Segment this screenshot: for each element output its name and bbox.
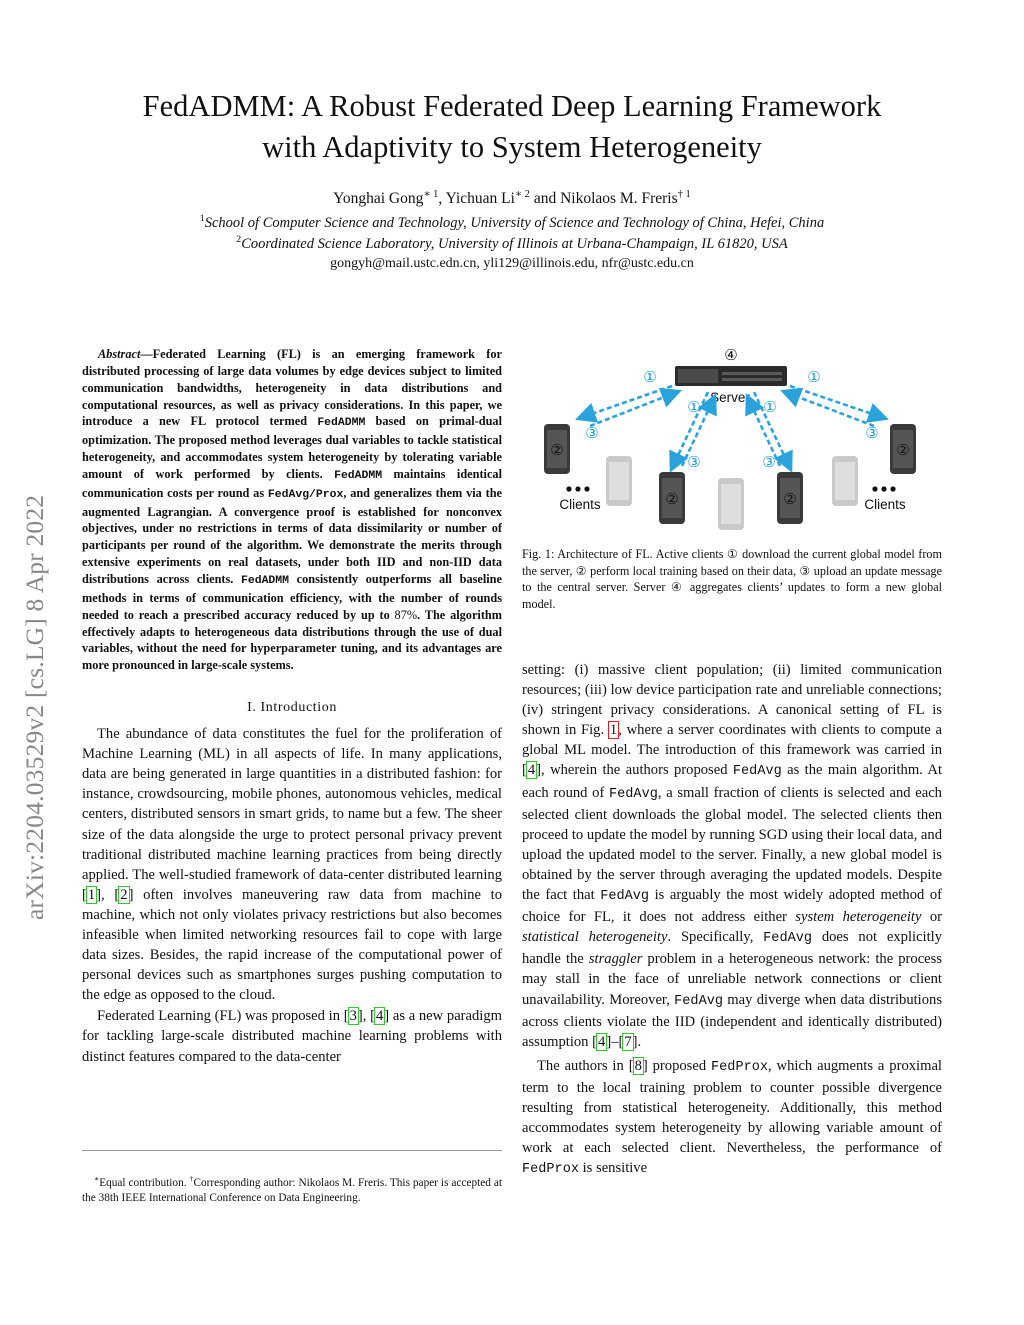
intro-paragraph-1: The abundance of data constitutes the fuel for the proliferation of Machine Learning (ML) in all aspects of life. In many applications, data are being generated in large quantities in a distributed fashion: for instance, crowdsourcing, mobile phones, autonomous vehicles, medical centers, distributed sensors in smart grids, to name but a few. The sheer size of the data alongside the urge to protect personal privacy prevent traditional distributed machine learning practices from being directly applied. The well-studied framework of data-center distributed learning [1], [2] often involves maneuvering raw data from machine to machine, which not only violates privacy restrictions but also becomes infeasible when limited networking resources fail to cope with large data sizes. Besides, the rapid increase of the computational power of personal devices such as smartphones surges pushing computation to the edge as opposed to the cloud. — [82, 726, 502, 1004]
range-dash: – — [611, 1033, 619, 1050]
code-fedavg-prox: FedAvg/Prox — [267, 487, 344, 501]
figure-link[interactable]: 1 — [609, 722, 618, 739]
italic-term: system heterogeneity — [795, 909, 922, 926]
step-1-label: ① — [763, 398, 777, 416]
clients-label-right: Clients — [864, 497, 906, 512]
author-2-mark: ∗ 2 — [514, 189, 530, 200]
citation-link[interactable]: 4 — [598, 1033, 606, 1050]
citation-link[interactable]: 7 — [624, 1033, 632, 1050]
paragraph-text: , a small fraction of clients is selected and each selected client downloads the global model. The selected clients then proceed to update the model by running SGD using their local data, and upload the updated model to the server. Finally, a new global model is obtained by the server through averaging the updated models. Despite the fact that — [522, 784, 942, 904]
step-1-label: ① — [687, 398, 701, 416]
italic-term: statistical heterogeneity — [522, 929, 668, 946]
footnote-mark: † — [189, 1174, 194, 1183]
abstract-text: . The algorithm effectively adapts to heterogeneous data distributions through the use of dual variables, without the need for hyperparameter tuning, and its advantages are more pronounced in large-scale systems. — [82, 607, 502, 673]
code-fedavg: FedAvg — [609, 786, 658, 802]
abstract-percent: 87% — [394, 607, 418, 622]
paragraph-text: proposed — [647, 1057, 712, 1074]
figure-svg — [522, 340, 942, 535]
citation-link[interactable]: 4 — [375, 1008, 384, 1025]
paragraph-text: is arguably the most widely adopted method of choice for FL, it does not address either — [522, 887, 942, 926]
step-2-label: ② — [550, 441, 564, 459]
step-1-label: ① — [807, 368, 821, 386]
footnote-text: Corresponding author: Nikolaos M. Freris. This paper is accepted at the 38th IEEE International Conference on Data Engineering. — [82, 1176, 502, 1204]
paragraph-text: , — [362, 1008, 371, 1025]
author-3-mark: † 1 — [677, 189, 691, 200]
paragraph-text: often involves maneuvering raw data from machine to machine, which not only violates privacy restrictions but also becomes infeasible when limited networking resources fail to cope with large data sizes. Besides, the rapid increase of the computational power of personal devices such as smartphones surges pushing computation to the edge as opposed to the cloud. — [82, 886, 502, 1004]
title-line-2: with Adaptivity to System Heterogeneity — [262, 130, 762, 164]
affiliation-1 — [0, 213, 1024, 232]
footnote-mark: ∗ — [94, 1174, 100, 1183]
step-3-label: ③ — [585, 424, 599, 442]
step-2-label: ② — [665, 490, 679, 508]
step-4-label: ④ — [724, 346, 738, 364]
section-heading: I. Introduction — [247, 700, 337, 716]
affil-1-text: School of Computer Science and Technology, University of Science and Technology of China, Hefei, China — [204, 214, 825, 231]
abstract-dash: — — [140, 347, 153, 361]
author-list: Yonghai Gong$^{∗ 1}$, Yichuan $Li^{∗ 2}$ and Nikolaos M. Freris$^{\dagger 1}$ — [333, 189, 691, 208]
code-fedadmm: FedADMM — [241, 573, 289, 587]
code-fedadmm: FedADMM — [317, 416, 366, 430]
author-2: Yichuan Li — [445, 190, 515, 208]
paragraph-text: may diverge when data distributions across clients violate the IID (independent and identically distributed) assumption — [522, 991, 942, 1050]
affil-2-mark: 2 — [236, 234, 242, 245]
step-3-label: ③ — [762, 453, 776, 471]
paragraph-text: , wherein the authors proposed — [541, 762, 733, 779]
code-fedavg: FedAvg — [674, 993, 723, 1009]
abstract-text: consistently outperforms all baseline methods in terms of communication efficiency, with the number of rounds needed to reach a prescribed accuracy reduced by up to — [82, 571, 502, 622]
code-fedavg: FedAvg — [600, 889, 650, 905]
server-icon — [675, 366, 787, 386]
title-line-1: FedADMM: A Robust Federated Deep Learning Framework — [142, 89, 882, 123]
phone-idle-icon — [606, 456, 632, 506]
abstract — [82, 346, 502, 674]
abstract-text: , and generalizes them via the augmented Lagrangian. A convergence proof is established for nonconvex objectives, under no restrictions in terms of data dissimilarity or number of participants per round of the algorithm. We demonstrate the merits through extensive experiments on real datasets, under both IID and non-IID data distributions across clients. — [82, 485, 502, 586]
footnote-text: Equal contribution. — [99, 1176, 190, 1189]
code-fedavg: FedAvg — [732, 764, 782, 780]
affiliation-2 — [0, 234, 1024, 253]
abstract-text: maintains identical communication costs per round as — [82, 466, 502, 500]
phone-idle-icon — [832, 456, 858, 506]
step-2-label: ② — [896, 441, 910, 459]
citation-link[interactable]: 8 — [634, 1057, 642, 1074]
italic-term: straggler — [588, 951, 643, 968]
paragraph-text: problem in a heterogeneous network: the process may stall in the face of unreliable network connections or client unavailability. Moreover, — [522, 951, 943, 1008]
citation-link[interactable]: 3 — [349, 1008, 357, 1025]
code-fedadmm: FedADMM — [334, 468, 383, 482]
affil-1-mark: 1 — [199, 213, 205, 224]
figure-caption — [522, 546, 942, 612]
paragraph-text: . Specifically, — [667, 929, 764, 946]
paragraph-text: as a new paradigm for tackling large-scale distributed machine learning problems with distinct features compared to the data-center — [82, 1008, 503, 1065]
server-label: Server — [710, 390, 750, 405]
paragraph-text: , which augments a proximal term to the local training problem to counter possible divergence resulting from statistical heterogeneity. Additionally, this method accommodates system heterogeneity by allowing variable amount of work at each selected client. Nevertheless, the performance of — [522, 1057, 942, 1157]
footnote — [82, 1171, 502, 1206]
phone-idle-icon — [718, 478, 744, 530]
step-3-label: ③ — [687, 453, 701, 471]
step-3-label: ③ — [865, 424, 879, 442]
citation-link[interactable]: 2 — [120, 886, 128, 903]
paragraph-text: does not explicitly handle the — [522, 929, 943, 968]
paragraph-text: Federated Learning (FL) was proposed in — [97, 1008, 344, 1025]
authors-and: and — [533, 190, 557, 208]
paragraph-text: , where a server coordinates with clients to compute a global ML model. The introduction of this framework was carried in — [522, 722, 942, 759]
paragraph-text: . — [637, 1033, 642, 1050]
step-2-label: ② — [783, 490, 797, 508]
code-fedprox: FedProx — [522, 1162, 579, 1178]
clients-label-left: Clients — [559, 497, 601, 512]
citation-link[interactable]: 1 — [87, 886, 96, 903]
fl-architecture-figure — [522, 340, 942, 535]
paragraph-text: The abundance of data constitutes the fuel for the proliferation of Machine Learning (ML) in all aspects of life. In many applications, data are being generated in large quantities in a distributed fashion: for instance, crowdsourcing, mobile phones, autonomous vehicles, medical centers, distributed sensors in smart grids, to name but a few. The sheer size of the data alongside the urge to protect personal privacy prevent traditional distributed machine learning practices from being directly applied. The well-studied framework of data-center distributed learning — [82, 726, 502, 883]
footnote-area — [82, 1150, 502, 1206]
intro-text — [82, 724, 502, 1067]
author-1: Yonghai Gong — [333, 190, 424, 208]
paper-title — [0, 86, 1024, 168]
arxiv-stamp: arXiv:2204.03529v2 [cs.LG] 8 Apr 2022 — [20, 494, 49, 920]
right-paragraph-2: The authors in [8] proposed FedProx, which augments a proximal term to the local training problem to counter possible divergence resulting from statistical heterogeneity. Additionally, this method accommodates system heterogeneity by allowing variable amount of work at each selected client. Nevertheless, the performance of FedProx is sensitive — [522, 1057, 942, 1178]
paragraph-text: setting: (i) massive client population; (ii) limited communication resources; (iii) low device participation rate and unreliable connections; (iv) stringent privacy considerations. A canonical setting of FL is shown in Fig. — [522, 662, 942, 739]
left-column — [82, 346, 502, 1067]
code-fedprox: FedProx — [711, 1059, 769, 1075]
abstract-label: Abstract — [98, 347, 141, 361]
paragraph-text: , — [101, 886, 115, 903]
paragraph-text: The authors in — [537, 1057, 629, 1074]
author-1-mark: ∗ 1 — [423, 189, 439, 200]
author-emails: gongyh@mail.ustc.edn.cn, yli129@illinois.edu, nfr@ustc.edu.cn — [330, 256, 694, 271]
citation-link[interactable]: 4 — [527, 762, 536, 779]
affil-2-text: Coordinated Science Laboratory, University of Illinois at Urbana-Champaign, IL 61820, USA — [241, 235, 788, 252]
author-3: Nikolaos M. Freris — [560, 190, 678, 208]
paragraph-text: as the main algorithm. At each round of — [522, 762, 943, 801]
right-paragraph-1: setting: (i) massive client population; (ii) limited communication resources; (iii) low device participation rate and unreliable connections; (iv) stringent privacy considerations. A canonical setting of FL is shown in Fig. 1, where a server coordinates with clients to compute a global ML model. The introduction of this framework was carried in [4], wherein the authors proposed FedAvg as the main algorithm. At each round of FedAvg, a small fraction of clients is selected and each selected client downloads the global model. The selected clients then proceed to update the model by running SGD using their local data, and upload the updated model to the server. Finally, a new global model is obtained by the server through averaging the updated models. Despite the fact that FedAvg is arguably the most widely adopted method of choice for FL, it does not address either system heterogeneity or statistical heterogeneity. Specifically, FedAvg does not explicitly handle the straggler problem in a heterogeneous network: the process may stall in the face of unreliable network connections or client unavailability. Moreover, FedAvg may diverge when data distributions across clients violate the IID (independent and identically distributed) assumption [4]–[7]. — [522, 662, 943, 1050]
code-fedavg: FedAvg — [763, 931, 813, 947]
caption-label: Fig. 1: — [522, 547, 555, 561]
right-column — [522, 660, 942, 1180]
paragraph-text: or — [921, 909, 943, 926]
step-1-label: ① — [643, 368, 657, 386]
abstract-text: based on primal-dual optimization. The proposed method leverages dual variables to tackle statistical heterogeneity, and accommodates system heterogeneity by tolerating variable amount of work performed by clients. — [82, 414, 502, 481]
abstract-text: Federated Learning (FL) is an emerging framework for distributed processing of large data volumes by edge devices subject to limited communication bandwidths, heterogeneity in data distributions and computational resources, as well as privacy considerations. In this paper, we introduce a new FL protocol termed — [82, 347, 502, 429]
intro-paragraph-2: Federated Learning (FL) was proposed in [3], [4] as a new paradigm for tackling large-scale distributed machine learning problems with distinct features compared to the data-center — [82, 1008, 503, 1065]
caption-text: Architecture of FL. Active clients ① download the current global model from the server, ② perform local training based on their data, ③ upload an update message to the central server. Server ④ aggregates clients’ updates to form a new global model. — [522, 547, 942, 611]
paragraph-text: is sensitive — [578, 1160, 648, 1177]
